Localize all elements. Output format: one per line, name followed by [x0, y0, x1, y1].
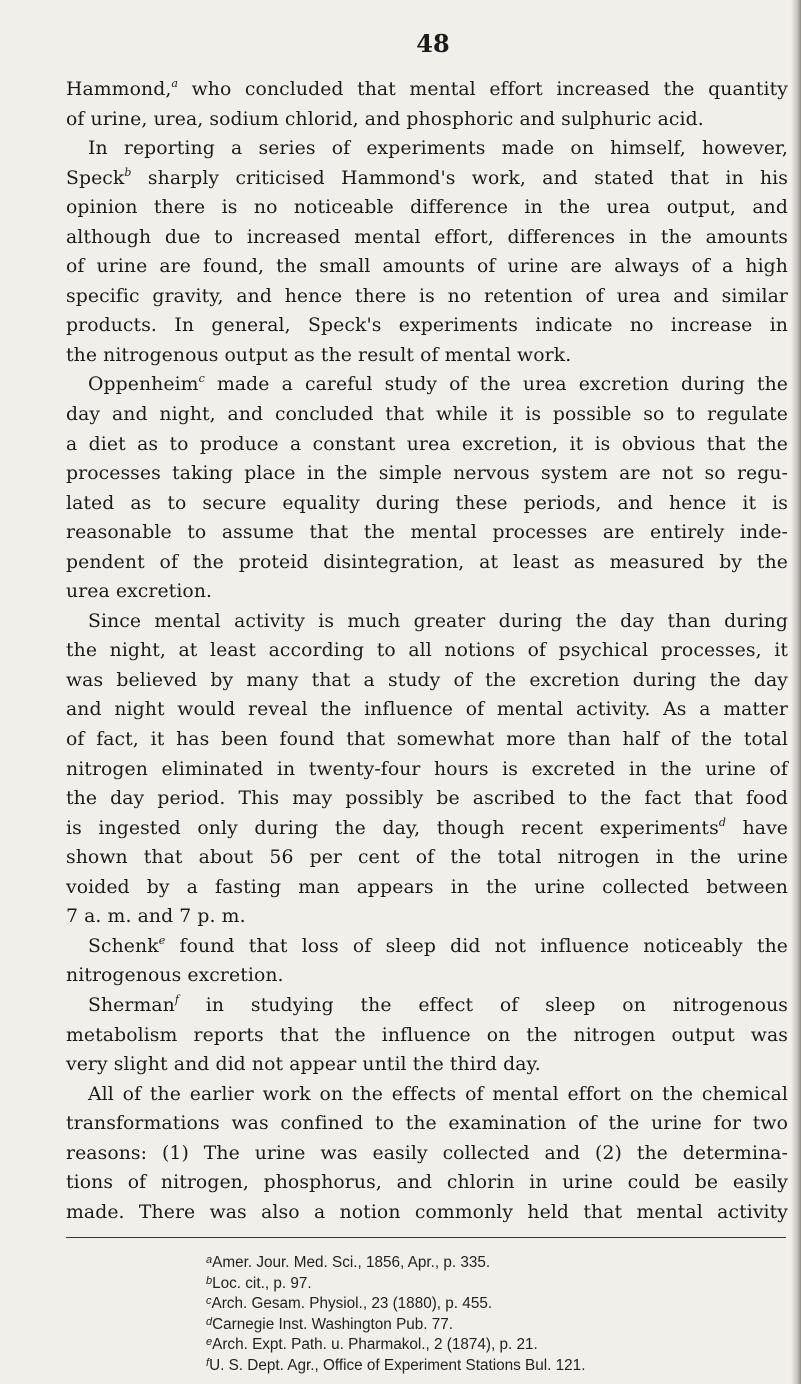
line-text: shown that about 56 per cent of the total nitrogen in the urine	[66, 847, 788, 869]
footnotes	[66, 1250, 788, 1373]
line-text-continued: have	[725, 817, 788, 839]
line-text: Speck	[66, 167, 125, 189]
line-text: the day period. This may possibly be ascribed to the fact that food	[66, 788, 788, 810]
line-text: reasonable to assume that the mental processes are entirely inde-	[66, 522, 788, 544]
page-edge-shadow	[791, 0, 801, 1384]
footnote-rule	[66, 1237, 786, 1238]
line-text-continued: found that loss of sleep did not influence noticeably the	[165, 935, 788, 957]
text-line	[66, 1050, 788, 1080]
footnote-text: U. S. Dept. Agr., Office of Experiment Stations Bul. 121.	[209, 1356, 586, 1374]
footnote	[206, 1250, 788, 1271]
footnote-text: Arch. Expt. Path. u. Pharmakol., 2 (1874), p. 21.	[212, 1336, 538, 1354]
text-line	[66, 666, 788, 696]
text-line	[66, 341, 788, 371]
text-line	[66, 282, 788, 312]
footnote-text: Carnegie Inst. Washington Pub. 77.	[212, 1315, 454, 1333]
line-text: tions of nitrogen, phosphorus, and chlorin in urine could be easily	[66, 1172, 788, 1194]
text-line	[66, 252, 788, 282]
text-line	[66, 105, 788, 135]
text-line	[66, 784, 788, 814]
line-text: nitrogenous excretion.	[66, 965, 284, 987]
line-text: is ingested only during the day, though recent experiments	[66, 817, 719, 839]
text-line	[66, 814, 788, 844]
line-text-continued: in studying the effect of sleep on nitrogenous	[179, 994, 788, 1016]
text-line	[66, 607, 788, 637]
footnote-mark: b	[206, 1274, 213, 1287]
footnote-mark: d	[206, 1315, 213, 1328]
line-text-continued: who concluded that mental effort increased the quantity	[178, 79, 788, 100]
body-text	[66, 75, 788, 1227]
text-line	[66, 518, 788, 548]
line-text: Since mental activity is much greater during the day than during	[88, 610, 788, 632]
line-text: pendent of the proteid disintegration, at least as measured by the	[66, 551, 788, 573]
line-text: All of the earlier work on the effects of mental effort on the chemical	[88, 1083, 788, 1105]
book-page	[66, 24, 788, 1373]
footnote-mark: f	[206, 1356, 210, 1369]
footnote	[206, 1353, 788, 1374]
line-text: metabolism reports that the influence on the nitrogen output was	[66, 1024, 788, 1046]
line-text: very slight and did not appear until the third day.	[66, 1054, 541, 1076]
text-line	[66, 548, 788, 578]
line-text: made. There was also a notion commonly held that mental activity	[66, 1201, 788, 1223]
text-line	[66, 164, 788, 194]
footnote-mark: a	[206, 1254, 213, 1267]
text-line	[66, 636, 788, 666]
line-text: processes taking place in the simple nervous system are not so regu-	[66, 463, 788, 485]
line-text-continued: made a careful study of the urea excretion during the	[204, 374, 788, 396]
line-text: the nitrogenous output as the result of mental work.	[66, 344, 572, 366]
footnote	[206, 1312, 788, 1333]
line-text: transformations was confined to the examination of the urine for two	[66, 1113, 788, 1135]
line-text: In reporting a series of experiments made on himself, however,	[88, 138, 788, 160]
line-text: and night would reveal the influence of mental activity. As a matter	[66, 699, 788, 721]
line-text: Schenk	[88, 935, 159, 957]
line-text: opinion there is no noticeable difference in the urea output, and	[66, 197, 788, 219]
footnote-mark: e	[206, 1336, 213, 1349]
footnote	[206, 1271, 788, 1292]
footnote-reference[interactable]: a	[171, 77, 179, 90]
line-text: Sherman	[88, 994, 175, 1016]
text-line	[66, 134, 788, 164]
footnote	[206, 1291, 788, 1312]
text-line	[66, 370, 788, 400]
line-text: reasons: (1) The urine was easily collected and (2) the determina-	[66, 1142, 788, 1164]
footnote-text: Loc. cit., p. 97.	[212, 1274, 312, 1292]
line-text: 7 a. m. and 7 p. m.	[66, 906, 246, 928]
line-text: day and night, and concluded that while it is possible so to regulate	[66, 404, 788, 426]
text-line	[66, 489, 788, 519]
line-text: voided by a fasting man appears in the urine collected between	[66, 876, 788, 898]
text-line	[66, 1109, 788, 1139]
text-line	[66, 725, 788, 755]
text-line	[66, 1198, 788, 1228]
text-line	[66, 1139, 788, 1169]
line-text: of urine, urea, sodium chlorid, and phosphoric and sulphuric acid.	[66, 108, 704, 130]
line-text: of urine are found, the small amounts of urine are always of a high	[66, 256, 788, 278]
line-text: of fact, it has been found that somewhat more than half of the total	[66, 729, 788, 751]
line-text: products. In general, Speck's experiments indicate no increase in	[66, 315, 788, 337]
text-line	[66, 991, 788, 1021]
text-line	[66, 459, 788, 489]
line-text: a diet as to produce a constant urea excretion, it is obvious that the	[66, 433, 788, 455]
footnote	[206, 1332, 788, 1353]
text-line	[66, 902, 788, 932]
text-line	[66, 1021, 788, 1051]
line-text: urea excretion.	[66, 581, 213, 603]
text-line	[66, 932, 788, 962]
text-line	[66, 430, 788, 460]
text-line	[66, 223, 788, 253]
line-text-continued: sharply criticised Hammond's work, and stated that in his	[131, 167, 788, 189]
text-line	[66, 1168, 788, 1198]
line-text: although due to increased mental effort, differences in the amounts	[66, 226, 788, 248]
text-line	[66, 873, 788, 903]
footnote-reference[interactable]: b	[124, 165, 132, 179]
footnote-text: Arch. Gesam. Physiol., 23 (1880), p. 455.	[211, 1295, 493, 1313]
line-text: was believed by many that a study of the excretion during the day	[66, 669, 788, 691]
text-line	[66, 961, 788, 991]
footnote-reference[interactable]: d	[718, 815, 726, 829]
line-text: Oppenheim	[88, 374, 199, 396]
text-line	[66, 400, 788, 430]
line-text: specific gravity, and hence there is no retention of urea and similar	[66, 285, 788, 307]
footnote-reference[interactable]: f	[174, 992, 180, 1006]
footnote-mark: c	[206, 1295, 212, 1308]
line-text: the night, at least according to all notions of psychical processes, it	[66, 640, 788, 662]
footnote-reference[interactable]: c	[198, 372, 205, 386]
text-line	[66, 577, 788, 607]
text-line	[66, 193, 788, 223]
text-line	[66, 755, 788, 785]
text-line	[66, 1080, 788, 1110]
text-line	[66, 311, 788, 341]
text-line	[66, 75, 788, 105]
line-text: lated as to secure equality during these periods, and hence it is	[66, 492, 788, 514]
line-text: Hammond,	[66, 79, 172, 100]
footnote-text: Amer. Jour. Med. Sci., 1856, Apr., p. 335.	[212, 1254, 491, 1272]
footnote-reference[interactable]: e	[158, 933, 166, 947]
page-number: 48	[416, 29, 450, 58]
text-line	[66, 843, 788, 873]
text-line	[66, 695, 788, 725]
line-text: nitrogen eliminated in twenty-four hours is excreted in the urine of	[66, 758, 788, 780]
